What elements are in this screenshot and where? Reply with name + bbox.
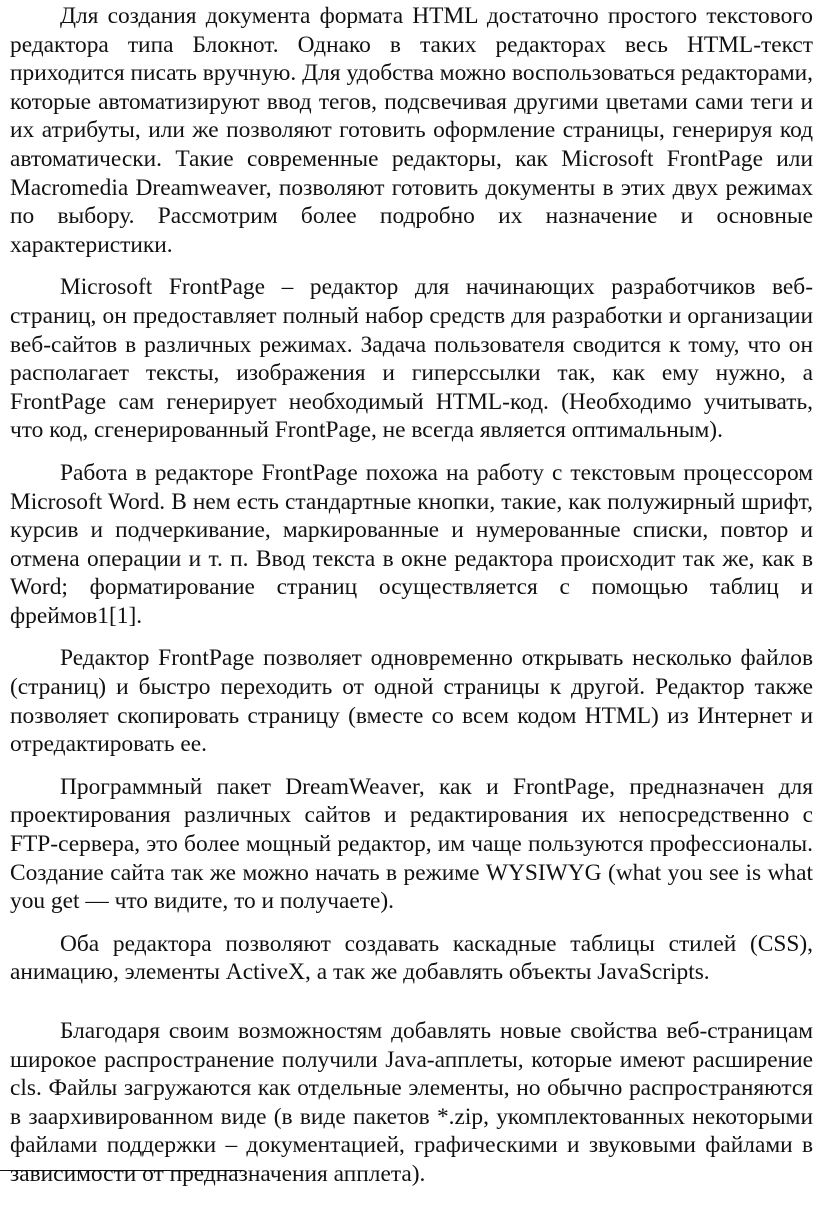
- paragraph-html-editors-intro: Для создания документа формата HTML достаточно простого текстового редактора типа Блокнот. Однако в таких редакторах весь HTML-текст приходится писать вручную. Для удобства можно воспользоваться редакторами, которые автоматизируют ввод тегов, подсвечивая другими цветами сами теги и их атрибуты, или же позволяют готовить оформление страницы, генерируя код автоматически. Такие современные редакторы, как Microsoft FrontPage или Macromedia Dreamweaver, позволяют готовить документы в этих двух режимах по выбору. Рассмотрим более подробно их назначение и основные характеристики.: [10, 3, 813, 258]
- footnote-separator: [0, 1170, 244, 1171]
- paragraph-java-applets: Благодаря своим возможностям добавлять новые свойства веб-страницам широкое распространение получили Java-апплеты, которые имеют расширение cls. Файлы загружаются как отдельные элементы, но обычно распространяются в заархивированном виде (в виде пакетов *.zip, укомплектованных некоторыми файлами поддержки – документацией, графическими и звуковыми файлами в зависимости от предназначения апплета).: [10, 1018, 813, 1187]
- paragraph-frontpage-word-similarity: Работа в редакторе FrontPage похожа на работу с текстовым процессором Microsoft Word. В нем есть стандартные кнопки, такие, как полужирный шрифт, курсив и подчеркивание, маркированные и нумерованные списки, повтор и отмена операции и т. п. Ввод текста в окне редактора происходит так же, как в Word; форматирование страниц осуществляется с помощью таблиц и фреймов1[1].: [10, 459, 813, 629]
- paragraph-both-editors-css: Оба редактора позволяют создавать каскадные таблицы стилей (CSS), анимацию, элементы ActiveX, а так же добавлять объекты JavaScripts.: [10, 930, 813, 986]
- document-page: [10, 2, 813, 1189]
- paragraph-dreamweaver-overview: Программный пакет DreamWeaver, как и FrontPage, предназначен для проектирования различных сайтов и редактирования их непосредственно с FTP-сервера, это более мощный редактор, им чаще пользуются профессионалы. Создание сайта так же можно начать в режиме WYSIWYG (what you see is what you get — что видите, то и получаете).: [10, 773, 813, 915]
- paragraph-frontpage-overview: Microsoft FrontPage – редактор для начинающих разработчиков веб-страниц, он предоставляет полный набор средств для разработки и организации веб-сайтов в различных режимах. Задача пользователя сводится к тому, что он располагает тексты, изображения и гиперссылки так, как ему нужно, а FrontPage сам генерирует необходимый HTML-код. (Необходимо учитывать, что код, сгенерированный FrontPage, не всегда является оптимальным).: [10, 274, 813, 444]
- paragraph-frontpage-multiple-files: Редактор FrontPage позволяет одновременно открывать несколько файлов (страниц) и быстро переходить от одной страницы к другой. Редактор также позволяет скопировать страницу (вместе со всем кодом HTML) из Интернет и отредактировать ее.: [10, 645, 813, 758]
